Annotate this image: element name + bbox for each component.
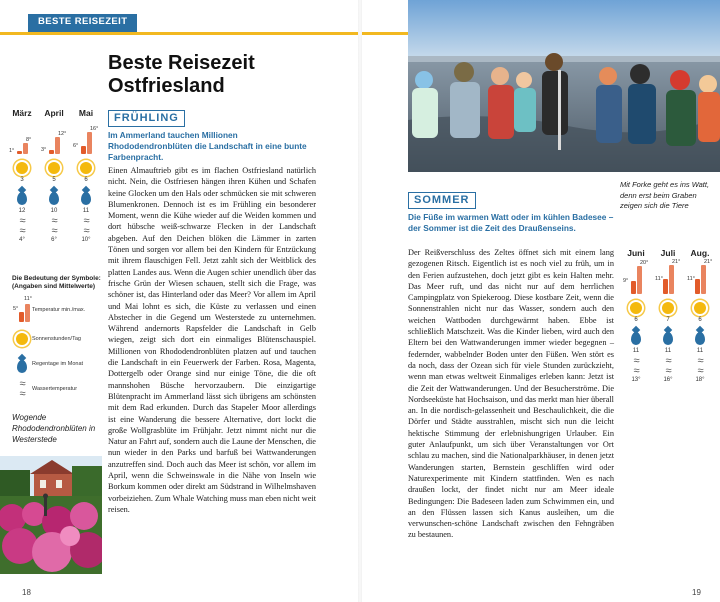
temp-max-bar bbox=[637, 266, 642, 294]
rain-days-cell bbox=[652, 326, 684, 356]
temp-max-label: 21° bbox=[672, 258, 681, 265]
sun-hours-cell bbox=[684, 298, 716, 326]
rain-days-cell bbox=[684, 326, 716, 356]
temp-max-bar bbox=[701, 265, 706, 294]
sun-hours-value: 6 bbox=[84, 177, 88, 183]
wave-icon: ≈ ≈ bbox=[633, 355, 639, 377]
legend-water-label: Wassertemperatur bbox=[32, 386, 78, 392]
water-temp-cell bbox=[70, 215, 102, 243]
sun-hours-value: 6 bbox=[634, 317, 638, 323]
temp-max-bar bbox=[669, 265, 674, 294]
sun-icon bbox=[630, 302, 642, 314]
water-temp-value: 13° bbox=[631, 377, 641, 383]
temp-min-bar bbox=[695, 279, 700, 294]
temp-min-label: 1° bbox=[9, 148, 15, 154]
sun-hours-value: 7 bbox=[666, 317, 670, 323]
spring-badge: FRÜHLING bbox=[108, 110, 185, 127]
sun-hours-cell bbox=[652, 298, 684, 326]
summer-lead: Die Füße im warmen Watt oder im kühlen Badesee – der Sommer ist die Zeit des Draußenseins. bbox=[408, 212, 614, 233]
month-label: Aug. bbox=[690, 248, 710, 258]
wave-icon: ≈ ≈ bbox=[19, 215, 25, 237]
sun-icon bbox=[48, 162, 60, 174]
month-label: März bbox=[12, 108, 32, 118]
rain-days-value: 11 bbox=[696, 348, 704, 354]
sun-icon bbox=[16, 333, 28, 345]
climate-table-spring bbox=[6, 108, 102, 243]
symbol-legend bbox=[12, 275, 102, 399]
water-temp-value: 10° bbox=[81, 237, 91, 243]
legend-rain-label: Regentage im Monat bbox=[32, 361, 84, 367]
rain-days-value: 11 bbox=[664, 348, 672, 354]
water-temp-value: 6° bbox=[51, 237, 57, 243]
legend-temp bbox=[12, 296, 102, 324]
sun-icon bbox=[16, 162, 28, 174]
sun-hours-cell bbox=[620, 298, 652, 326]
wave-icon: ≈ ≈ bbox=[697, 355, 703, 377]
temperature-cell bbox=[70, 120, 102, 158]
legend-water bbox=[12, 379, 102, 399]
legend-example-max: 11° bbox=[24, 296, 32, 302]
raindrop-icon bbox=[663, 332, 673, 345]
temp-max-bar bbox=[23, 143, 28, 154]
temp-max-label: 21° bbox=[704, 258, 713, 265]
title-line-2: Ostfriesland bbox=[108, 75, 225, 97]
rain-days-value: 11 bbox=[82, 208, 90, 214]
sun-hours-cell bbox=[38, 158, 70, 186]
wave-icon: ≈ ≈ bbox=[83, 215, 89, 237]
sun-hours-value: 5 bbox=[52, 177, 56, 183]
sun-hours-cell bbox=[70, 158, 102, 186]
rain-days-value: 11 bbox=[632, 348, 640, 354]
sun-hours-value: 3 bbox=[20, 177, 24, 183]
temp-max-label: 16° bbox=[90, 125, 99, 132]
temp-min-bar bbox=[631, 281, 636, 294]
legend-sun-label: Sonnenstunden/Tag bbox=[32, 336, 81, 342]
rain-days-value: 12 bbox=[18, 208, 26, 214]
right-page bbox=[362, 0, 720, 602]
raindrop-icon bbox=[631, 332, 641, 345]
photo-caption-right: Mit Forke geht es ins Watt, denn erst beim Graben zeigen sich die Tiere bbox=[620, 180, 710, 210]
thermometer-max-icon bbox=[25, 304, 30, 322]
left-page bbox=[0, 0, 358, 602]
spring-lead: Im Ammerland tauchen Millionen Rhododendronblüten die Landschaft in eine bunte Farbenpracht. bbox=[108, 130, 307, 162]
page-number-left: 18 bbox=[22, 588, 31, 597]
water-temp-value: 4° bbox=[19, 237, 25, 243]
temperature-cell bbox=[684, 260, 716, 298]
temperature-cell bbox=[38, 120, 70, 158]
water-temp-cell bbox=[620, 355, 652, 383]
month-label: Juni bbox=[627, 248, 645, 258]
legend-temp-label: Temperatur min./max. bbox=[32, 307, 86, 313]
temperature-cell bbox=[6, 120, 38, 158]
temp-max-label: 12° bbox=[58, 131, 67, 138]
sun-icon bbox=[662, 302, 674, 314]
legend-title: Die Bedeutung der Symbole: (Angaben sind Mittelwerte) bbox=[12, 275, 101, 290]
legend-example-min: 5° bbox=[13, 306, 19, 312]
sun-icon bbox=[694, 302, 706, 314]
month-label: Juli bbox=[660, 248, 676, 258]
climate-table-summer bbox=[620, 248, 716, 383]
rain-days-value: 10 bbox=[50, 208, 58, 214]
temp-min-label: 9° bbox=[623, 278, 629, 285]
temp-max-label: 20° bbox=[640, 260, 649, 266]
rain-days-cell bbox=[70, 186, 102, 216]
header-rule bbox=[0, 32, 358, 35]
sun-hours-cell bbox=[6, 158, 38, 186]
temp-min-label: 3° bbox=[41, 146, 47, 153]
raindrop-icon bbox=[49, 192, 59, 205]
temp-min-label: 11° bbox=[655, 275, 663, 282]
month-label: April bbox=[44, 108, 64, 118]
raindrop-icon bbox=[17, 192, 27, 205]
mudflat-hike-photo bbox=[408, 0, 720, 172]
wave-icon: ≈ ≈ bbox=[19, 378, 25, 400]
legend-rain bbox=[12, 354, 102, 374]
summer-body: Der Reißverschluss des Zeltes öffnet sich mit einem lang gezogenen Ritsch. Eigentlich ist es noch viel zu früh, um in den Ferien aufzustehen, doch jetzt gibt es kein Halten mehr. Das Meer ruft, und das nicht nur auf dem herrlichen Campingplatz von Spiekeroog. Diese kostbare Zeit, wenn die Sonnenstrahlen nicht nur das Wasser, sondern auch den weichen Wattboden durchgewärmt haben. Ebbe ist schließlich Matschzeit. Was die Kinder lieben, wird auch den Eltern bei den Wattwanderungen immer wieder begegnen – federnder, wabbelnder Boden unter den Füßen. Wen stört es da noch, dass der Ozean sich für viele Stunden zurückzieht, wenn man etwas weltweit Einmaliges erleben kann: Jetzt ist die Zeit der Wattwanderungen. Und der Besucherströme. Die Nordseeküste hat Hochsaison, und das merkt man hier überall an. In die nordisch-gelassenheit und Beschaulichkeit, die die Dörfer und Städte ausstrahlen, mischt sich nun die leicht hektische Stimmung der erlebnishungrigen Urlauber. Ein guter Anlaufpunkt, um sich über Veranstaltungen vor Ort schlau zu machen, sind die Nationalparkhäuser, in denen jetzt Wanderungen starten, Bernstein geschliffen wird oder Naturexperimente mit Kindern stattfinden. Wen es nach draußen lockt, der findet nicht nur am Meer ideale Bedingungen: Die Badeseen laden zum Schwimmen ein, und an den Flüssen lassen sich Kanus ausleihen, um die verwunschen-schöne Landschaft zwischen den Fehngräben zu bestaunen. bbox=[408, 248, 614, 540]
water-temp-cell bbox=[38, 215, 70, 243]
temp-min-label: 6° bbox=[73, 142, 79, 149]
photo-caption-left: Wogende Rhododendronblüten in Westerstede bbox=[12, 413, 96, 444]
sun-hours-value: 6 bbox=[698, 317, 702, 323]
temp-min-bar bbox=[49, 150, 54, 154]
legend-sun bbox=[12, 329, 102, 349]
month-label: Mai bbox=[78, 108, 94, 118]
water-temp-value: 18° bbox=[695, 377, 705, 383]
spring-body: Einen Almauftrieb gibt es im flachen Ostfriesland natürlich nicht. Nein, die Ostfriesen hängen ihren Kühen und Schafen keine Glocken um den Hals oder schmücken sie mit schweren Blumenkronen. Dennoch ist es im Frühling ein besonderer Moment, wenn die Kühe wieder auf die Weiden kommen und dort hübsche weiß-schwarze Flecken in der Landschaft abgeben. Auf den Deichen blöken die Lämmer in zarten Tönen und sorgen vor allem bei den Kindern für Entzückung mit ihrem flauschigen Fell. Jetzt zahlt sich der Weitblick des platten Landes aus. Wenn die Augen schier unendlich über das frische Grün der Wiesen schauen, stellt sich die Frage, was schöner ist, das Hinterland oder das Meer? Vor allem im April und Mai lohnt es sich, die Küste zu verlassen und einen Abstecher in die Gegend um Westerstede zu unternehmen. Während andernorts Rapsfelder die Landschaft in Gelb wiegen, zeigt sich dort ein einmaliges Blütenschauspiel. Millionen von Rhododendronblüten platzen auf und tauchen die Landschaft in ein Feuerwerk der Farben. Rosa, Magenta, Dottergelb oder Orange sind nur einige Töne, die die oft mannshohen Büsche hervorzaubern. Die einzigartige Blütenpracht im Ammerland lässt sich übrigens am schönsten mit dem Rad erkunden. Durch das Stapeler Moor allerdings ist eine Wanderung die bessere Alternative, dort lockt die große Wollgrasblüte im Frühjahr. Jetzt nimmt nicht nur die Natur an Fahrt auf, sondern auch die Laune der Menschen, die nun wieder in den Parks und barfuß bei Wattwanderungen anzutreffen sind. Doch auch das Meer ist schön, vor allem im April, wenn die Schweinswale in die Nähe von Inseln wie Borkum kommen oder direkt am Südstrand in Wilhelmshaven vorbeiziehen. Zum Whale Watching muss man eben nicht weit reisen. bbox=[108, 166, 317, 514]
water-temp-cell bbox=[684, 355, 716, 383]
summer-badge: SOMMER bbox=[408, 192, 476, 209]
temperature-cell bbox=[620, 260, 652, 298]
temp-max-label: 8° bbox=[26, 136, 32, 143]
wave-icon: ≈ ≈ bbox=[665, 355, 671, 377]
rhododendron-photo bbox=[0, 456, 102, 574]
temp-min-label: 11° bbox=[687, 275, 695, 282]
title-line-1: Beste Reisezeit bbox=[108, 52, 255, 74]
water-temp-cell bbox=[6, 215, 38, 243]
thermometer-min-icon bbox=[19, 312, 24, 322]
sun-icon bbox=[80, 162, 92, 174]
raindrop-icon bbox=[695, 332, 705, 345]
page-title bbox=[108, 52, 348, 98]
rain-days-cell bbox=[38, 186, 70, 216]
rain-days-cell bbox=[6, 186, 38, 216]
raindrop-icon bbox=[17, 360, 27, 373]
water-temp-value: 16° bbox=[663, 377, 673, 383]
rain-days-cell bbox=[620, 326, 652, 356]
page-number-right: 19 bbox=[692, 588, 701, 597]
temp-min-bar bbox=[17, 151, 22, 154]
temperature-cell bbox=[652, 260, 684, 298]
wave-icon: ≈ ≈ bbox=[51, 215, 57, 237]
temp-max-bar bbox=[87, 132, 92, 154]
temp-max-bar bbox=[55, 137, 60, 154]
temp-min-bar bbox=[81, 146, 86, 154]
raindrop-icon bbox=[81, 192, 91, 205]
water-temp-cell bbox=[652, 355, 684, 383]
temp-min-bar bbox=[663, 279, 668, 294]
section-tab: BESTE REISEZEIT bbox=[28, 14, 137, 32]
